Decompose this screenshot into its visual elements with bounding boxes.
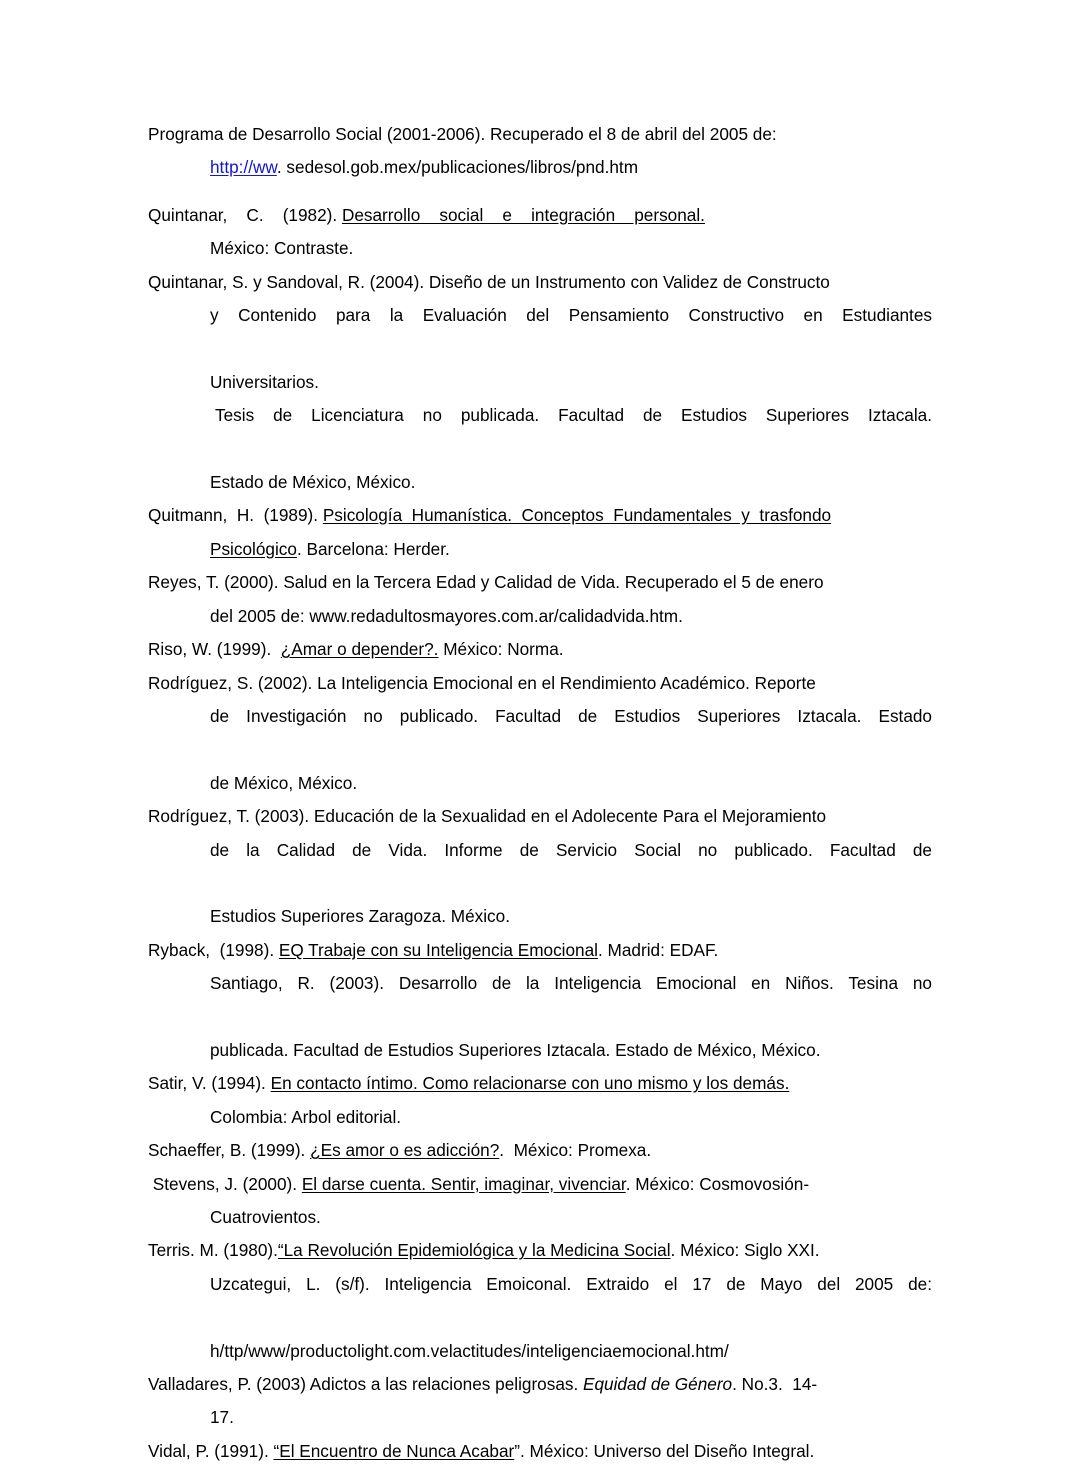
reference-entry xyxy=(148,499,932,566)
reference-entry xyxy=(148,1435,932,1468)
reference-entry xyxy=(148,1168,932,1235)
reference-line xyxy=(210,151,932,184)
reference-line: Cuatrovientos. xyxy=(210,1207,321,1227)
reference-line: Santiago, R. (2003). Desarrollo de la Inteligencia Emocional en Niños. Tesina no xyxy=(210,973,932,994)
reference-line: Rodríguez, S. (2002). La Inteligencia Emocional en el Rendimiento Académico. Reporte xyxy=(148,672,816,693)
reference-title-underlined: Desarrollo social e integración personal. xyxy=(341,204,705,225)
reference-prefix: Satir, V. (1994). xyxy=(148,1073,271,1094)
reference-line: Quintanar, S. y Sandoval, R. (2004). Diseño de un Instrumento con Validez de Constructo xyxy=(148,271,830,292)
reference-line: Colombia: Arbol editorial. xyxy=(210,1106,402,1127)
reference-line: Uzcategui, L. (s/f). Inteligencia Emoiconal. Extraido el 17 de Mayo del 2005 de: xyxy=(210,1273,932,1294)
reference-line-rest: . No.3. 14- xyxy=(732,1374,818,1395)
reference-title-underlined: “El Encuentro de Nunca Acabar xyxy=(273,1440,515,1461)
reference-title-underlined: ¿Es amor o es adicción? xyxy=(310,1140,500,1161)
reference-entry xyxy=(148,934,932,967)
reference-prefix: Stevens, J. (2000). xyxy=(148,1173,302,1194)
reference-title-underlined: ¿Amar o depender?. xyxy=(280,639,439,660)
reference-entry xyxy=(148,266,932,500)
reference-line: Universitarios. xyxy=(210,371,319,392)
reference-prefix: Schaeffer, B. (1999). xyxy=(148,1140,311,1161)
reference-title-italic: Equidad de Género xyxy=(583,1374,733,1395)
reference-line-rest: México: Norma. xyxy=(438,639,564,660)
reference-entry xyxy=(148,566,932,633)
reference-entry xyxy=(148,1368,932,1435)
reference-line-rest: . Barcelona: Herder. xyxy=(296,538,450,559)
reference-prefix: Terris. M. (1980). xyxy=(148,1240,278,1261)
reference-line: Rodríguez, T. (2003). Educación de la Sexualidad en el Adolecente Para el Mejoramiento xyxy=(148,806,827,827)
reference-line: México: Contraste. xyxy=(210,238,354,259)
reference-line-rest: . México: Promexa. xyxy=(499,1140,652,1161)
reference-line: y Contenido para la Evaluación del Pensamiento Constructivo en Estudiantes xyxy=(210,305,932,326)
bibliography-list xyxy=(148,118,932,1468)
reference-line: de Investigación no publicado. Facultad de Estudios Superiores Iztacala. Estado xyxy=(210,705,932,726)
reference-line: Tesis de Licenciatura no publicada. Facultad de Estudios Superiores Iztacala. xyxy=(215,405,932,426)
reference-title-underlined: “La Revolución Epidemiológica y la Medicina Social xyxy=(277,1240,671,1261)
url-link[interactable]: http://ww xyxy=(210,157,277,178)
reference-author-year: Quintanar, C. (1982). xyxy=(148,204,338,225)
reference-line: publicada. Facultad de Estudios Superiores Iztacala. Estado de México, México. xyxy=(210,1039,821,1060)
reference-prefix: Valladares, P. (2003) Adictos a las relaciones peligrosas. xyxy=(148,1374,584,1395)
reference-entry xyxy=(148,800,932,934)
reference-line: h/ttp/www/productolight.com.velactitudes/inteligenciaemocional.htm/ xyxy=(210,1340,729,1361)
reference-title-underlined: EQ Trabaje con su Inteligencia Emocional xyxy=(278,939,598,960)
reference-prefix: Vidal, P. (1991). xyxy=(148,1440,274,1461)
reference-line-rest: . México: Cosmovosión- xyxy=(625,1173,810,1194)
reference-line: de la Calidad de Vida. Informe de Servicio Social no publicado. Facultad de xyxy=(210,839,932,860)
reference-author-year: Quitmann, H. (1989). xyxy=(148,505,319,526)
reference-title-underlined: El darse cuenta. Sentir, imaginar, vivenciar xyxy=(301,1173,626,1194)
reference-entry xyxy=(148,633,932,666)
reference-title-underlined: Psicología Humanística. Conceptos Fundamentales y trasfondo xyxy=(322,505,832,526)
reference-entry xyxy=(148,1268,932,1368)
reference-line-rest: . Madrid: EDAF. xyxy=(597,939,719,960)
reference-line: Programa de Desarrollo Social (2001-2006). Recuperado el 8 de abril del 2005 de: xyxy=(148,124,777,144)
reference-entry xyxy=(148,1067,932,1134)
reference-line-rest: . sedesol.gob.mex/publicaciones/libros/pnd.htm xyxy=(276,157,639,178)
reference-line-rest: . México: Siglo XXI. xyxy=(670,1240,820,1261)
reference-line: del 2005 de: www.redadultosmayores.com.ar/calidadvida.htm. xyxy=(210,605,683,626)
reference-entry xyxy=(148,1134,932,1167)
reference-line: Estado de México, México. xyxy=(210,472,416,493)
reference-prefix: Ryback, (1998). xyxy=(148,939,279,960)
reference-line: de México, México. xyxy=(210,772,358,793)
reference-entry xyxy=(148,199,932,266)
underline-filler xyxy=(705,199,825,232)
reference-prefix: Riso, W. (1999). xyxy=(148,639,281,660)
reference-line: 17. xyxy=(210,1407,234,1428)
reference-entry xyxy=(148,967,932,1067)
reference-entry xyxy=(148,667,932,801)
reference-entry xyxy=(148,1234,932,1267)
reference-line: Estudios Superiores Zaragoza. México. xyxy=(210,906,510,927)
reference-entry xyxy=(148,118,932,185)
reference-line xyxy=(210,533,932,566)
reference-line-rest: ”. México: Universo del Diseño Integral. xyxy=(514,1440,815,1461)
reference-line: Reyes, T. (2000). Salud en la Tercera Edad y Calidad de Vida. Recuperado el 5 de enero xyxy=(148,572,824,593)
reference-title-underlined: En contacto íntimo. Como relacionarse con uno mismo y los demás. xyxy=(270,1073,790,1094)
reference-title-underlined-cont: Psicológico xyxy=(210,538,297,559)
